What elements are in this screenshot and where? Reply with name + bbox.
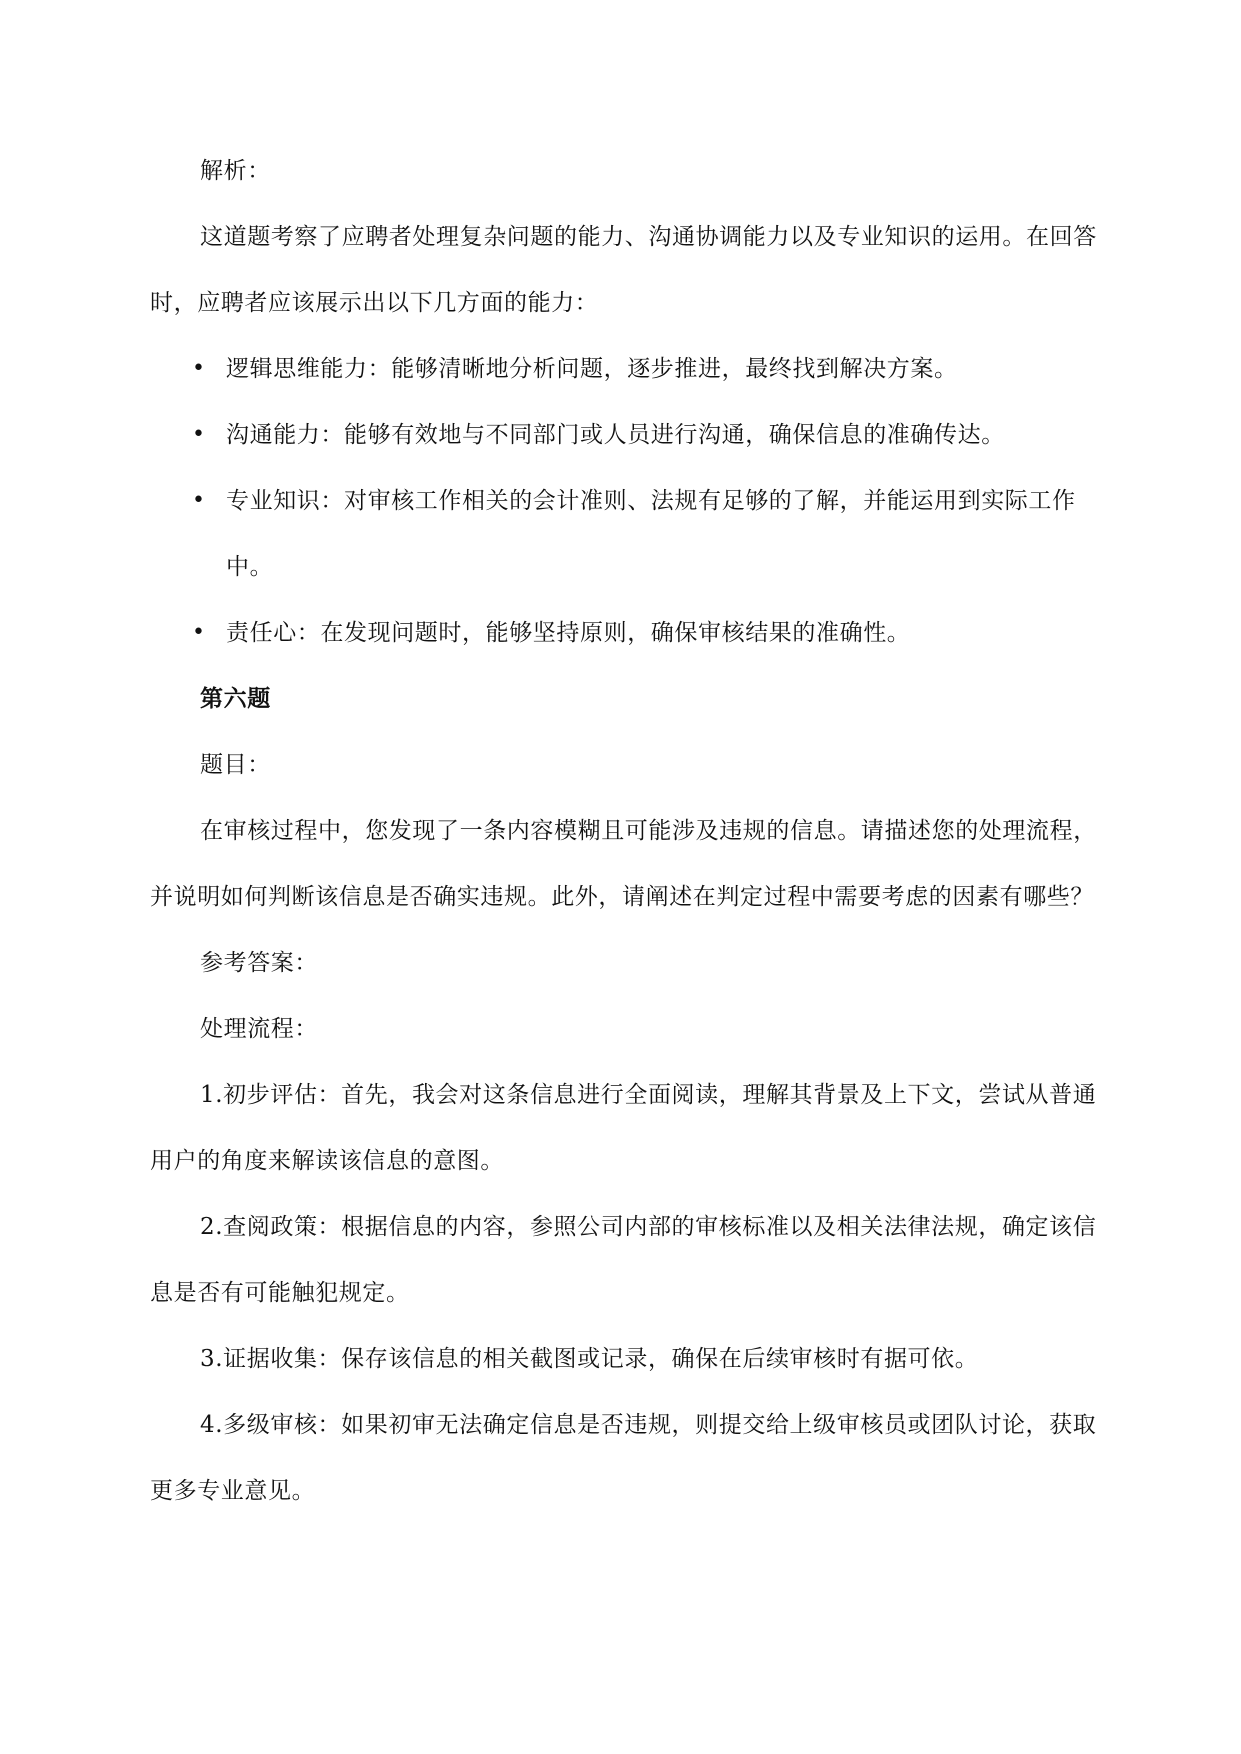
bullet-icon: • — [192, 488, 206, 513]
process-step: 2.查阅政策：根据信息的内容，参照公司内部的审核标准以及相关法律法规，确定该信息是否有可能触犯规定。 — [150, 1214, 1097, 1306]
answer-label: 参考答案： — [200, 950, 318, 976]
question-text: 在审核过程中，您发现了一条内容模糊且可能涉及违规的信息。请描述您的处理流程，并说明如何判断该信息是否确实违规。此外，请阐述在判定过程中需要考虑的因素有哪些？ — [150, 818, 1097, 910]
analysis-label: 解析： — [200, 158, 271, 184]
bullet-icon: • — [192, 620, 206, 645]
list-item-text: 逻辑思维能力：能够清晰地分析问题，逐步推进，最终找到解决方案。 — [226, 356, 958, 382]
list-item — [150, 336, 1100, 402]
ability-list — [150, 336, 1100, 666]
bullet-icon: • — [192, 356, 206, 381]
bullet-icon: • — [192, 422, 206, 447]
list-item — [150, 600, 1100, 666]
analysis-intro: 这道题考察了应聘者处理复杂问题的能力、沟通协调能力以及专业知识的运用。在回答时，应聘者应该展示出以下几方面的能力： — [150, 224, 1097, 316]
process-step: 1.初步评估：首先，我会对这条信息进行全面阅读，理解其背景及上下文，尝试从普通用户的角度来解读该信息的意图。 — [150, 1082, 1097, 1174]
list-item — [150, 468, 1100, 600]
process-label: 处理流程： — [200, 1016, 318, 1042]
page-content — [150, 138, 1100, 1524]
list-item-text: 专业知识：对审核工作相关的会计准则、法规有足够的了解，并能运用到实际工作中。 — [226, 488, 1076, 580]
process-step: 4.多级审核：如果初审无法确定信息是否违规，则提交给上级审核员或团队讨论，获取更多专业意见。 — [150, 1412, 1097, 1504]
list-item-text: 责任心：在发现问题时，能够坚持原则，确保审核结果的准确性。 — [226, 620, 911, 646]
list-item — [150, 402, 1100, 468]
question-heading: 第六题 — [200, 685, 271, 712]
list-item-text: 沟通能力：能够有效地与不同部门或人员进行沟通，确保信息的准确传达。 — [226, 422, 1005, 448]
question-label: 题目： — [200, 752, 271, 778]
process-step: 3.证据收集：保存该信息的相关截图或记录，确保在后续审核时有据可依。 — [200, 1346, 979, 1372]
